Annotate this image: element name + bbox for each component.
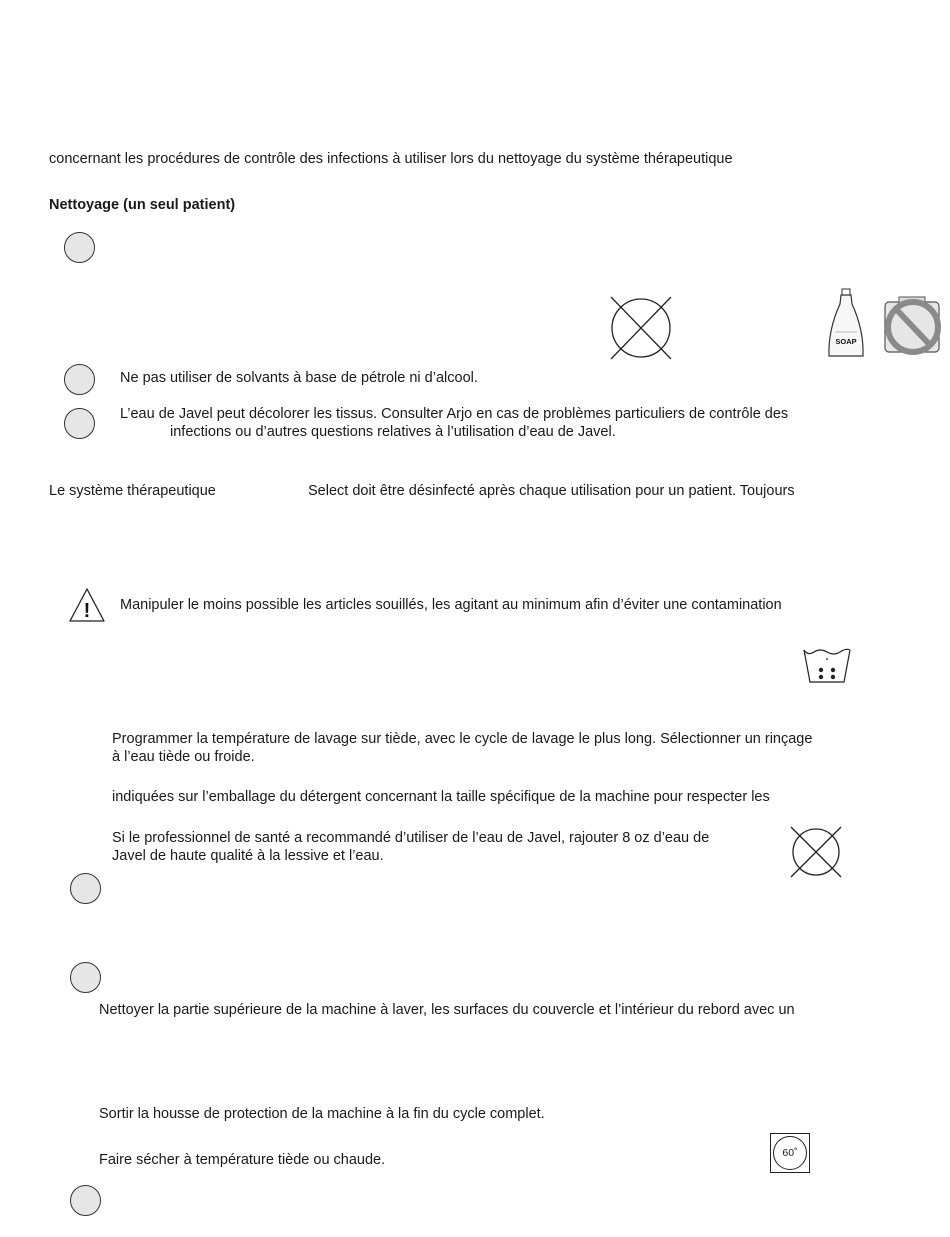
- clean-machine-text: Nettoyer la partie supérieure de la machine à laver, les surfaces du couvercle et l’intérieur du rebord avec un: [99, 1002, 795, 1018]
- wash-temp-line-1: Programmer la température de lavage sur tiède, avec le cycle de lavage le plus long. Sélectionner un rinçage: [112, 731, 813, 747]
- do-not-bleach-icon: [789, 825, 843, 879]
- step-circle-6: [70, 1185, 101, 1216]
- warning-text: Manipuler le moins possible les articles souillés, les agitant au minimum afin d’éviter une contamination: [120, 597, 782, 613]
- wash-bleach-line-1: Si le professionnel de santé a recommandé d’utiliser de l’eau de Javel, rajouter 8 oz d’eau de: [112, 830, 710, 846]
- note-no-solvents: Ne pas utiliser de solvants à base de pétrole ni d’alcool.: [120, 370, 478, 386]
- system-text-right: Select doit être désinfecté après chaque utilisation pour un patient. Toujours: [308, 483, 795, 499]
- dry-temp-label: 60˚: [773, 1136, 807, 1170]
- soap-bottle-icon: [826, 288, 866, 360]
- soap-label: SOAP: [835, 337, 857, 346]
- warning-icon: [68, 587, 106, 623]
- step-circle-4: [70, 873, 101, 904]
- step-circle-2: [64, 364, 95, 395]
- step-circle-5: [70, 962, 101, 993]
- intro-line: concernant les procédures de contrôle des infections à utiliser lors du nettoyage du système thérapeutique: [49, 151, 733, 167]
- note-bleach-line-1: L’eau de Javel peut décolorer les tissus. Consulter Arjo en cas de problèmes particuliers de contrôle des: [120, 406, 789, 422]
- note-bleach-line-2: infections ou d’autres questions relatives à l’utilisation d’eau de Javel.: [170, 424, 616, 440]
- step-circle-1: [64, 232, 95, 263]
- do-not-use-icon: [609, 295, 673, 361]
- system-text-left: Le système thérapeutique: [49, 483, 216, 499]
- dry-text: Faire sécher à température tiède ou chaude.: [99, 1152, 386, 1168]
- no-container-icon: [881, 294, 945, 358]
- section-heading: Nettoyage (un seul patient): [49, 197, 236, 213]
- tumble-dry-icon: [770, 1133, 810, 1173]
- detergent-text: indiquées sur l’emballage du détergent concernant la taille spécifique de la machine pour respecter les: [112, 789, 770, 805]
- wash-bleach-line-2: Javel de haute qualité à la lessive et l’eau.: [112, 848, 384, 864]
- warning-mark: !: [83, 600, 91, 622]
- step-circle-3: [64, 408, 95, 439]
- wash-temp-line-2: à l’eau tiède ou froide.: [112, 749, 255, 765]
- remove-cover-text: Sortir la housse de protection de la machine à la fin du cycle complet.: [99, 1106, 545, 1122]
- wash-tub-icon: [802, 646, 852, 686]
